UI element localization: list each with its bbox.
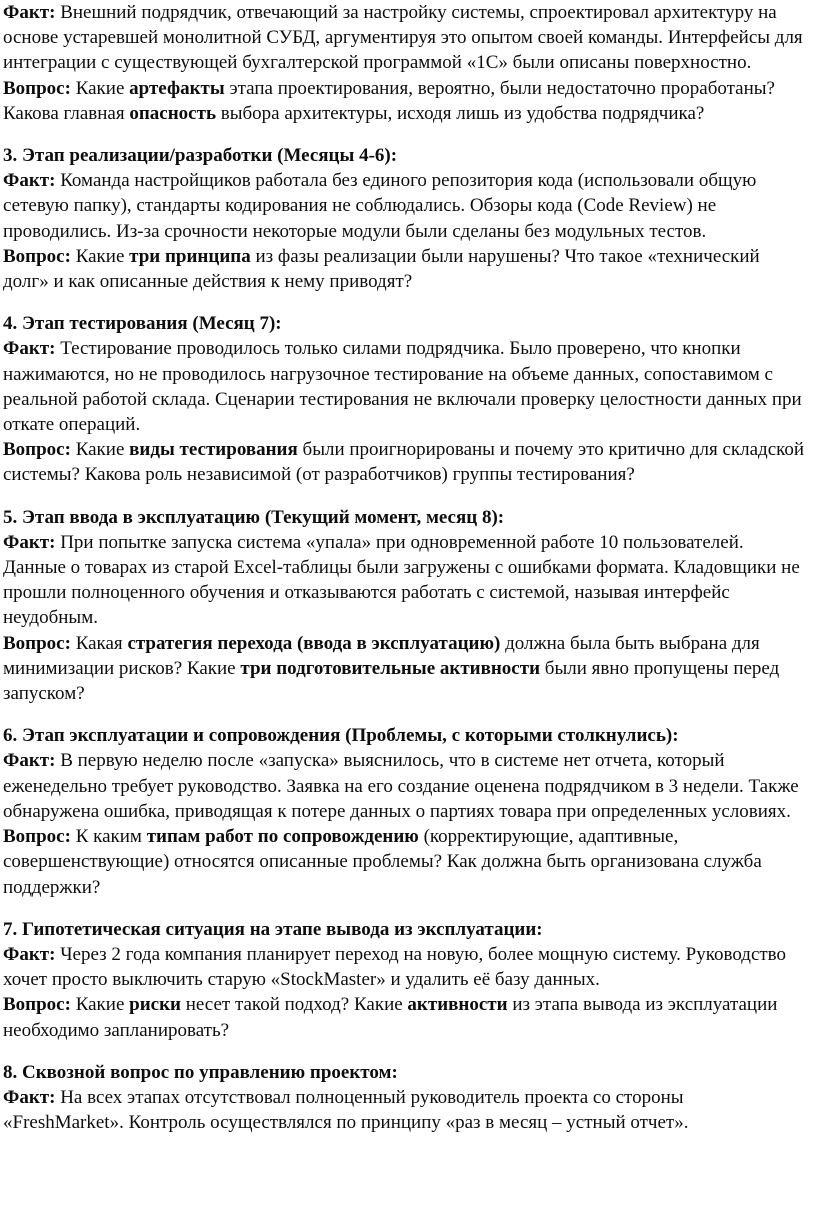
text-run: (корректирующие, адаптивные, совершенствующие) относятся описанные проблемы? Как должна быть организована служба поддержки?: [3, 826, 762, 898]
text-run: этапа проектирования, вероятно, были недостаточно проработаны? Какова главная: [3, 77, 775, 124]
bold-text-run: 3. Этап реализации/разработки (Месяцы 4-6):: [3, 145, 398, 167]
stage-7-decommissioning: [3, 917, 809, 1043]
bold-text-run: 4. Этап тестирования (Месяц 7):: [3, 313, 282, 335]
bold-text-run: Вопрос:: [3, 77, 71, 99]
fact-paragraph: [3, 336, 809, 437]
text-run: Через 2 года компания планирует переход на новую, более мощную систему. Руководство хочет просто выключить старую «StockMaster» и удалить её базу данных.: [3, 943, 787, 991]
bold-text-run: 5. Этап ввода в эксплуатацию (Текущий момент, месяц 8):: [3, 506, 505, 528]
text-run: При попытке запуска система «упала» при одновременной работе 10 пользователей. Данные о товарах из старой Excel-таблицы были загружены с ошибками формата. Кладовщики не прошли полноценного обучения и отказываются работать с системой, называя интерфейс неудобным.: [3, 531, 800, 629]
question-paragraph: [3, 631, 809, 707]
text-run: В первую неделю после «запуска» выяснилось, что в системе нет отчета, который еженедельно требует руководство. Заявка на его создание оценена подрядчиком в 3 недели. Также обнаружена ошибка, приводящая к потере данных о партиях товара при определенных условиях.: [3, 750, 799, 822]
bold-text-run: Вопрос:: [3, 994, 71, 1016]
bold-text-run: артефакты: [129, 77, 225, 99]
bold-text-run: Вопрос:: [3, 439, 71, 461]
bold-text-run: три принципа: [129, 245, 251, 267]
section-heading: [3, 1060, 809, 1085]
text-run: были явно пропущены перед запуском?: [3, 657, 780, 705]
section-heading: [3, 917, 809, 942]
stage-2-design-continued: [3, 0, 809, 126]
fact-paragraph: [3, 1085, 809, 1135]
bold-text-run: Факт:: [3, 1086, 56, 1108]
fact-paragraph: [3, 0, 809, 76]
text-run: К каким: [70, 826, 147, 848]
question-paragraph: [3, 76, 809, 126]
question-paragraph: [3, 244, 809, 294]
stage-4-testing: [3, 311, 809, 487]
bold-text-run: 7. Гипотетическая ситуация на этапе вывода из эксплуатации:: [3, 918, 543, 940]
bold-text-run: Вопрос:: [3, 632, 71, 654]
bold-text-run: 8. Сквозной вопрос по управлению проектом:: [3, 1061, 398, 1083]
text-run: Внешний подрядчик, отвечающий за настройку системы, спроектировал архитектуру на основе устаревшей монолитной СУБД, аргументируя это опытом своей команды. Интерфейсы для интеграции с существующей бухгалтерской программой «1С» были описаны поверхностно.: [3, 2, 803, 74]
question-paragraph: [3, 824, 809, 900]
bold-text-run: Факт:: [3, 2, 56, 23]
text-run: несет такой подход? Какие: [180, 994, 408, 1016]
text-run: На всех этапах отсутствовал полноценный руководитель проекта со стороны «FreshMarket». Контроль осуществлялся по принципу «раз в месяц – устный отчет».: [3, 1086, 689, 1134]
bold-text-run: Факт:: [3, 750, 56, 772]
text-run: должна была быть выбрана для минимизации рисков? Какие: [3, 632, 760, 679]
section-heading: [3, 311, 809, 336]
bold-text-run: 6. Этап эксплуатации и сопровождения (Проблемы, с которыми столкнулись):: [3, 725, 679, 747]
bold-text-run: опасность: [129, 102, 216, 124]
text-run: Какие: [70, 77, 130, 99]
text-run: Какие: [70, 994, 130, 1016]
question-paragraph: [3, 437, 809, 487]
text-run: Какая: [70, 632, 128, 654]
fact-paragraph: [3, 748, 809, 824]
text-run: Команда настройщиков работала без единого репозитория кода (использовали общую сетевую папку), стандарты кодирования не соблюдались. Обзоры кода (Code Review) не проводились. Из-за срочности некоторые модули были сделаны без модульных тестов.: [3, 170, 757, 242]
bold-text-run: Факт:: [3, 531, 56, 553]
section-heading: [3, 143, 809, 168]
text-run: Какие: [70, 245, 130, 267]
text-run: Тестирование проводилось только силами подрядчика. Было проверено, что кнопки нажимаются, но не проводилось нагрузочное тестирование на объеме данных, сопоставимом с реальной работой склада. Сценарии тестирования не включали проверку целостности данных при откате операций.: [3, 338, 802, 436]
text-run: выбора архитектуры, исходя лишь из удобства подрядчика?: [216, 102, 705, 124]
question-paragraph: [3, 992, 809, 1042]
stage-5-deployment: [3, 505, 809, 707]
bold-text-run: Вопрос:: [3, 826, 71, 848]
bold-text-run: активности: [407, 994, 508, 1016]
section-heading: [3, 723, 809, 748]
section-heading: [3, 505, 809, 530]
document-content: [3, 0, 809, 1135]
bold-text-run: Факт:: [3, 338, 56, 360]
text-run: Какие: [70, 439, 130, 461]
bold-text-run: три подготовительные активности: [240, 657, 541, 679]
bold-text-run: Вопрос:: [3, 245, 71, 267]
bold-text-run: виды тестирования: [129, 439, 298, 461]
text-run: из этапа вывода из эксплуатации необходимо запланировать?: [3, 994, 778, 1041]
stage-3-implementation: [3, 143, 809, 294]
bold-text-run: риски: [129, 994, 181, 1016]
stage-6-maintenance: [3, 723, 809, 899]
bold-text-run: стратегия перехода (ввода в эксплуатацию): [127, 632, 501, 654]
bold-text-run: Факт:: [3, 170, 56, 192]
fact-paragraph: [3, 168, 809, 244]
text-run: были проигнорированы и почему это критично для складской системы? Какова роль независимой (от разработчиков) группы тестирования?: [3, 439, 805, 486]
text-run: из фазы реализации были нарушены? Что такое «технический долг» и как описанные действия к нему приводят?: [3, 245, 760, 293]
fact-paragraph: [3, 530, 809, 631]
bold-text-run: Факт:: [3, 943, 56, 965]
bold-text-run: типам работ по сопровождению: [146, 826, 419, 848]
fact-paragraph: [3, 942, 809, 992]
stage-8-project-management: [3, 1060, 809, 1136]
